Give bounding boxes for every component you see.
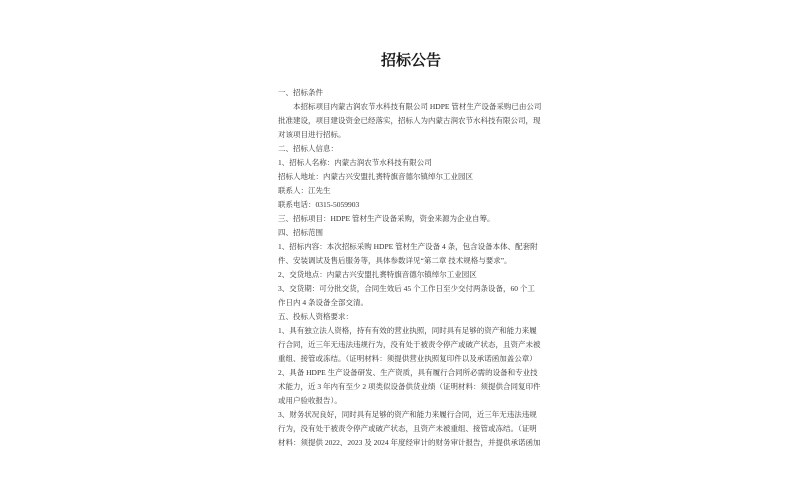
- doc-line: 2、交货地点：内蒙古兴安盟扎赉特旗音德尔镇绰尔工业园区: [278, 270, 477, 279]
- doc-line: 件、安装调试及售后服务等，具体参数详见“第二章 技术规格与要求”。: [278, 256, 512, 265]
- doc-line-tenderer-name: 1、招标人名称：内蒙古润农节水科技有限公司: [278, 158, 432, 167]
- doc-line-section-3: 三、招标项目：HDPE 管材生产设备采购，资金来源为企业自筹。: [278, 214, 495, 223]
- document-title: 招标公告: [380, 53, 441, 69]
- doc-line: 重组、接管或冻结。（证明材料：须提供营业执照复印件以及承诺函加盖公章）: [278, 354, 537, 363]
- doc-line-contact-person: 联系人：江先生: [278, 186, 331, 195]
- doc-line-section-1: 一、招标条件: [278, 88, 323, 97]
- doc-line: 术能力，近 3 年内有至少 2 项类似设备供货业绩（证明材料：须提供合同复印件: [278, 382, 541, 391]
- doc-line: 对该项目进行招标。: [278, 130, 346, 139]
- doc-line: 或用户验收报告）。: [278, 396, 342, 405]
- doc-line: 行为，没有处于被责令停产或破产状态，且资产未被重组、接管或冻结。（证明: [278, 424, 537, 433]
- doc-line: 1、具有独立法人资格，持有有效的营业执照，同时具有足够的资产和能力来履: [278, 326, 537, 335]
- doc-line-section-5: 五、投标人资格要求：: [278, 312, 353, 321]
- doc-line-section-2: 二、招标人信息：: [278, 144, 338, 153]
- doc-line-tenderer-address: 招标人地址：内蒙古兴安盟扎赉特旗音德尔镇绰尔工业园区: [278, 172, 473, 181]
- doc-line: 3、财务状况良好，同时具有足够的资产和能力来履行合同，近三年无违法违规: [278, 410, 537, 419]
- document-page: [278, 52, 544, 450]
- doc-line: 行合同，近三年无违法违规行为，没有处于被责令停产或破产状态，且资产未被: [278, 340, 541, 349]
- doc-line-section-4: 四、招标范围: [278, 228, 323, 237]
- doc-line: 3、交货期：可分批交货，合同生效后 45 个工作日至少交付两条设备，60 个工: [278, 284, 535, 293]
- doc-line: 1、招标内容：本次招标采购 HDPE 管材生产设备 4 条，包含设备本体、配套附: [278, 242, 538, 251]
- doc-line: 材料：须提供 2022、2023 及 2024 年度经审计的财务审计报告，并提供承诺函加: [278, 438, 541, 447]
- doc-line: 2、具备 HDPE 生产设备研发、生产资质，具有履行合同所必需的设备和专业技: [278, 368, 538, 377]
- doc-line: 本招标项目内蒙古润农节水科技有限公司 HDPE 管材生产设备采购已由公司: [293, 102, 542, 111]
- doc-line: 批准建设，项目建设资金已经落实，招标人为内蒙古润农节水科技有限公司，现: [278, 116, 541, 125]
- doc-line: 作日内 4 条设备全部交清。: [278, 298, 368, 307]
- doc-line-contact-phone: 联系电话：0315-5059903: [278, 200, 360, 209]
